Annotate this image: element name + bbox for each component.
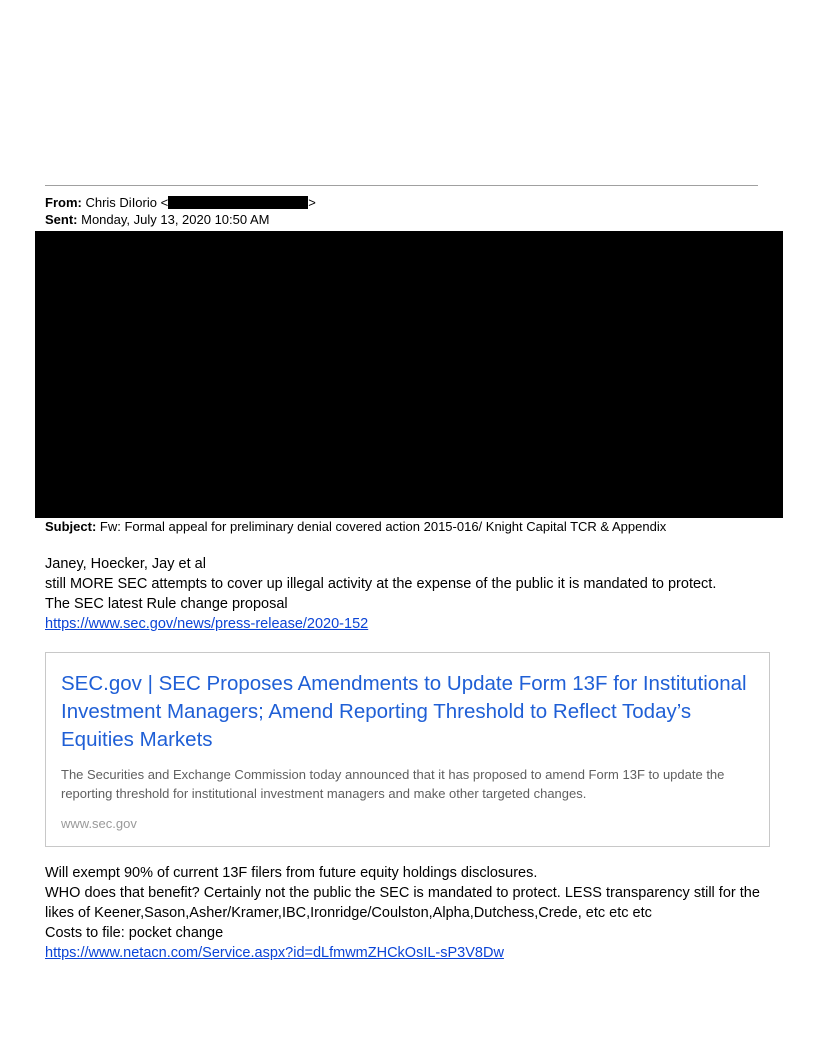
body-line-4: Will exempt 90% of current 13F filers from future equity holdings disclosures. bbox=[45, 865, 538, 881]
sent-line bbox=[45, 212, 270, 228]
body-line-6: likes of Keener,Sason,Asher/Kramer,IBC,Ironridge/Coulston,Alpha,Dutchess,Crede, etc etc etc bbox=[45, 905, 652, 921]
from-close: > bbox=[308, 195, 316, 210]
preview-description: The Securities and Exchange Commission today announced that it has proposed to amend Form 13F to update the reporting threshold for institutional investment managers and make other targeted changes. bbox=[61, 767, 725, 801]
body-line-2: still MORE SEC attempts to cover up illegal activity at the expense of the public it is mandated to protect. bbox=[45, 576, 717, 592]
sent-label: Sent: bbox=[45, 212, 78, 227]
sent-value: Monday, July 13, 2020 10:50 AM bbox=[81, 212, 270, 227]
header-divider bbox=[45, 185, 758, 186]
body-line-5: WHO does that benefit? Certainly not the public the SEC is mandated to protect. LESS transparency still for the bbox=[45, 885, 760, 901]
subject-line bbox=[45, 519, 666, 535]
preview-domain: www.sec.gov bbox=[61, 816, 137, 831]
from-label: From: bbox=[45, 195, 82, 210]
from-name: Chris DiIorio < bbox=[85, 195, 169, 210]
preview-title[interactable]: SEC.gov | SEC Proposes Amendments to Update Form 13F for Institutional Investment Managers; Amend Reporting Threshold to Reflect Today’s Equities Markets bbox=[61, 672, 747, 751]
sec-press-release-link[interactable]: https://www.sec.gov/news/press-release/2020-152 bbox=[45, 616, 369, 632]
body-line-3: The SEC latest Rule change proposal bbox=[45, 596, 288, 612]
from-line bbox=[45, 195, 316, 211]
subject-label: Subject: bbox=[45, 519, 97, 534]
netacn-service-link[interactable]: https://www.netacn.com/Service.aspx?id=dLfmwmZHCkOsIL-sP3V8Dw bbox=[45, 945, 504, 961]
body-line-7: Costs to file: pocket change bbox=[45, 925, 224, 941]
subject-value: Fw: Formal appeal for preliminary denial covered action 2015-016/ Knight Capital TCR & Appendix bbox=[99, 519, 667, 534]
redacted-block bbox=[35, 231, 783, 518]
link-preview-card[interactable] bbox=[45, 652, 770, 847]
redacted-email bbox=[168, 196, 308, 209]
body-line-greeting: Janey, Hoecker, Jay et al bbox=[45, 556, 206, 572]
